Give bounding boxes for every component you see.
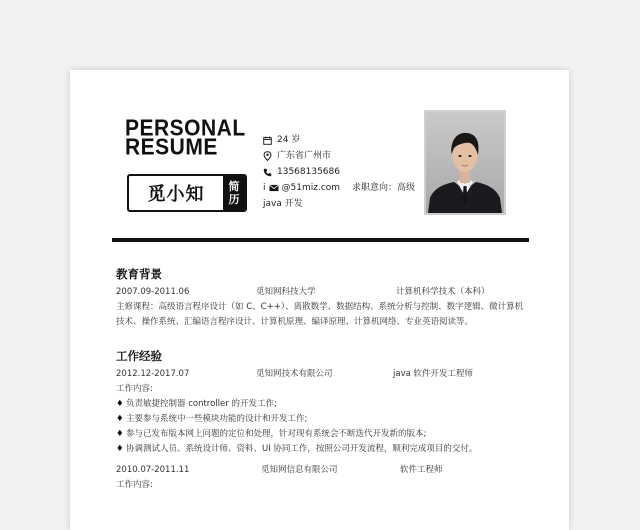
location-pin-icon xyxy=(263,151,272,161)
list-item: ♦ 参与已发布版本网上问题的定位和处理，针对现有系统会不断迭代开发新的版本; xyxy=(116,429,427,439)
job-bullet-4: 协调测试人员、系统设计师、资料、UI 协同工作，按照公司开发流程，顺利完成项目的交付。 xyxy=(126,444,478,454)
name-tag-char-1: 简 xyxy=(228,180,240,193)
resume-title xyxy=(125,115,246,161)
job-intent: 求职意向：高级 xyxy=(352,183,416,193)
mail-icon xyxy=(269,184,279,192)
job-period-1: 2012.12-2017.07 xyxy=(116,369,190,379)
work-section xyxy=(116,348,526,493)
job-bullet-3: 参与已发布版本网上问题的定位和处理，针对现有系统会不断迭代开发新的版本; xyxy=(126,429,427,439)
portrait-image xyxy=(426,112,504,213)
info-email-intent xyxy=(263,180,415,196)
name-tag xyxy=(223,176,245,210)
education-title: 教育背景 xyxy=(116,267,162,281)
work-title: 工作经验 xyxy=(116,349,162,363)
candidate-name: 觅小知 xyxy=(147,184,205,205)
education-row xyxy=(116,285,526,300)
education-period: 2007.09-2011.06 xyxy=(116,287,190,297)
list-item: ♦ 协调测试人员、系统设计师、资料、UI 协同工作，按照公司开发流程，顺利完成项目的交付。 xyxy=(116,444,478,454)
job-bullet-1: 负责敏捷控制器 controller 的开发工作; xyxy=(126,399,277,409)
email-prefix: i xyxy=(263,183,266,193)
job-row-1 xyxy=(116,367,526,382)
job-content-label-2: 工作内容: xyxy=(116,480,153,490)
job-intent-continued: java 开发 xyxy=(263,199,303,209)
info-location xyxy=(263,148,415,164)
personal-info xyxy=(263,132,415,212)
job-company-1: 觅知网技术有限公司 xyxy=(256,369,333,379)
education-school: 觅知网科技大学 xyxy=(256,287,316,297)
age-text: 24 岁 xyxy=(277,135,301,145)
education-major: 计算机科学技术（本科） xyxy=(396,287,490,297)
job-company-2: 觅知网信息有限公司 xyxy=(261,465,338,475)
list-item: ♦ 负责敏捷控制器 controller 的开发工作; xyxy=(116,399,277,409)
name-tag-char-2: 历 xyxy=(228,193,240,206)
education-courses: 主修课程：高级语言程序设计（如 C、C++）、离散数学、数据结构、系统分析与控制、数字逻辑、微计算机技术、操作系统、汇编语言程序设计、计算机原理、编译原理、计算机网络、专业英语阅读等。 xyxy=(116,302,524,327)
name-box xyxy=(127,174,247,212)
resume-sheet xyxy=(70,70,569,530)
job-row-2 xyxy=(116,463,526,478)
profile-photo xyxy=(424,110,506,215)
list-item: ♦ 主要参与系统中一些模块功能的设计和开发工作; xyxy=(116,414,308,424)
job-content-label-1: 工作内容: xyxy=(116,384,153,394)
email-text: @51miz.com xyxy=(281,183,341,193)
job-period-2: 2010.07-2011.11 xyxy=(116,465,190,475)
header-divider xyxy=(112,238,529,242)
education-section xyxy=(116,266,526,330)
info-age xyxy=(263,132,415,148)
title-personal: PERSONAL xyxy=(125,115,246,142)
calendar-icon xyxy=(263,136,272,145)
job-position-2: 软件工程师 xyxy=(400,465,443,475)
job-position-1: java 软件开发工程师 xyxy=(393,369,474,379)
phone-text: 13568135686 xyxy=(277,167,340,177)
location-text: 广东省广州市 xyxy=(277,151,332,161)
info-phone xyxy=(263,164,415,180)
phone-icon xyxy=(263,168,272,177)
job-bullet-2: 主要参与系统中一些模块功能的设计和开发工作; xyxy=(126,414,308,424)
title-resume: RESUME xyxy=(125,134,218,161)
